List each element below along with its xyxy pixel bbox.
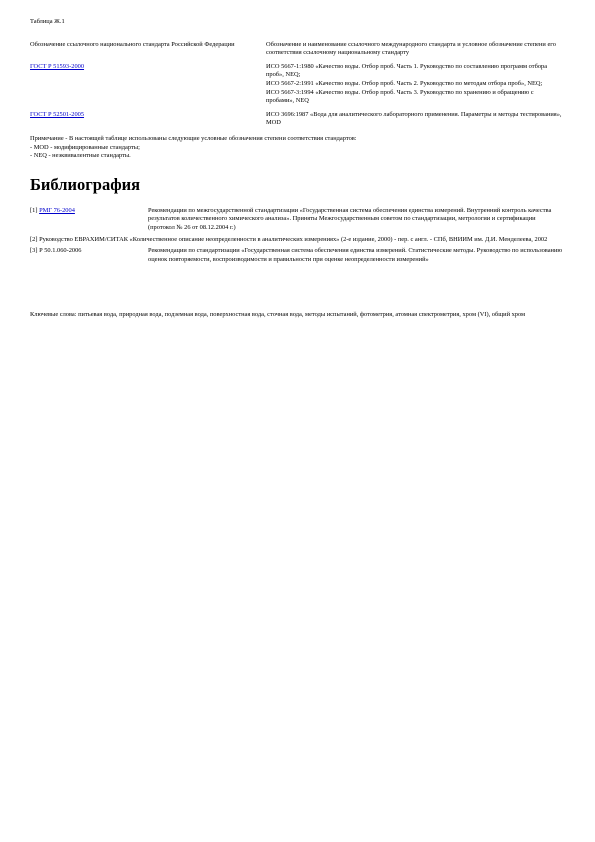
bibliography-heading: Библиография xyxy=(30,174,141,194)
bibliography-entry xyxy=(30,207,565,236)
bibliography-entry xyxy=(30,247,565,267)
international-standard-entry: ИСО 3696:1987 «Вода для аналитического лабораторного применения. Параметры и методы тестирования», MOD xyxy=(266,110,562,127)
keywords: Ключевые слова: питьевая вода, природная вода, подземная вода, поверхностная вода, сточная вода, методы испытаний, фотометрия, атомная спектрометрия, хром (VI), общий хром xyxy=(30,311,526,319)
bibliography-number: [1] xyxy=(30,206,40,214)
table-row xyxy=(30,111,565,133)
table-label: Таблица Ж.1 xyxy=(30,18,65,25)
table-notes xyxy=(30,135,565,161)
bibliography-reference: Р 50.1.060-2006 xyxy=(39,247,82,255)
standard-link-gost-51593[interactable]: ГОСТ Р 51593-2000 xyxy=(30,62,85,70)
bibliography-text: Рекомендации по межгосударственной стандартизации «Государственная система обеспечения единства измерений. Внутренний контроль качества результатов количественного химического анализа». Приняты Межгосударственным советом по стандартизации, метрологии и сертификации (протокол № 26 от 08.12.2004 г.) xyxy=(148,206,552,231)
bibliography-number: [3] xyxy=(30,247,40,255)
bibliography-number: [2] xyxy=(30,235,40,243)
standard-link-gost-52501[interactable]: ГОСТ Р 52501-2005 xyxy=(30,110,85,118)
note-item: - MOD - модифицированные стандарты; xyxy=(30,143,140,151)
column-header-national: Обозначение ссылочного национального стандарта Российской Федерации xyxy=(30,40,235,48)
international-standard-entry: ИСО 5667-3:1994 «Качество воды. Отбор проб. Часть 3. Руководство по хранению и обращению с пробами», NEQ xyxy=(266,88,534,105)
international-standard-entry: ИСО 5667-2:1991 «Качество воды. Отбор проб. Часть 2. Руководство по методам отбора проб», NEQ; xyxy=(266,79,543,87)
column-header-international: Обозначение и наименование ссылочного международного стандарта и условное обозначение степени его соответствия ссылочному национальному стандарту xyxy=(266,40,556,57)
table-row xyxy=(30,63,565,111)
correspondence-table xyxy=(30,41,565,133)
international-standard-entry: ИСО 5667-1:1980 «Качество воды. Отбор проб. Часть 1. Руководство по составлению программ отбора проб», NEQ; xyxy=(266,62,548,79)
bibliography-table xyxy=(30,207,565,268)
bibliography-entry xyxy=(30,236,565,248)
note-intro: Примечание - В настоящей таблице использованы следующие условные обозначения степени соответствия стандартов: xyxy=(30,134,357,142)
note-item: - NEQ - неэквивалентные стандарты. xyxy=(30,152,131,160)
bibliography-text: Рекомендации по стандартизации «Государственная система обеспечения единства измерений. Статистические методы. Руководство по использованию оценок повторяемости, воспроизводимости и правильности при оценке неопределенности измерений» xyxy=(148,247,563,263)
table-header-row xyxy=(30,41,565,63)
bibliography-link-rmg-76[interactable]: РМГ 76-2004 xyxy=(39,206,75,214)
bibliography-text: Руководство ЕВРАХИМ/СИТАК «Количественное описание неопределенности в аналитических измерениях» (2-е издание, 2000) - пер. с англ. - СПб, ВНИИМ им. Д.И. Менделеева, 2002 xyxy=(39,235,548,243)
